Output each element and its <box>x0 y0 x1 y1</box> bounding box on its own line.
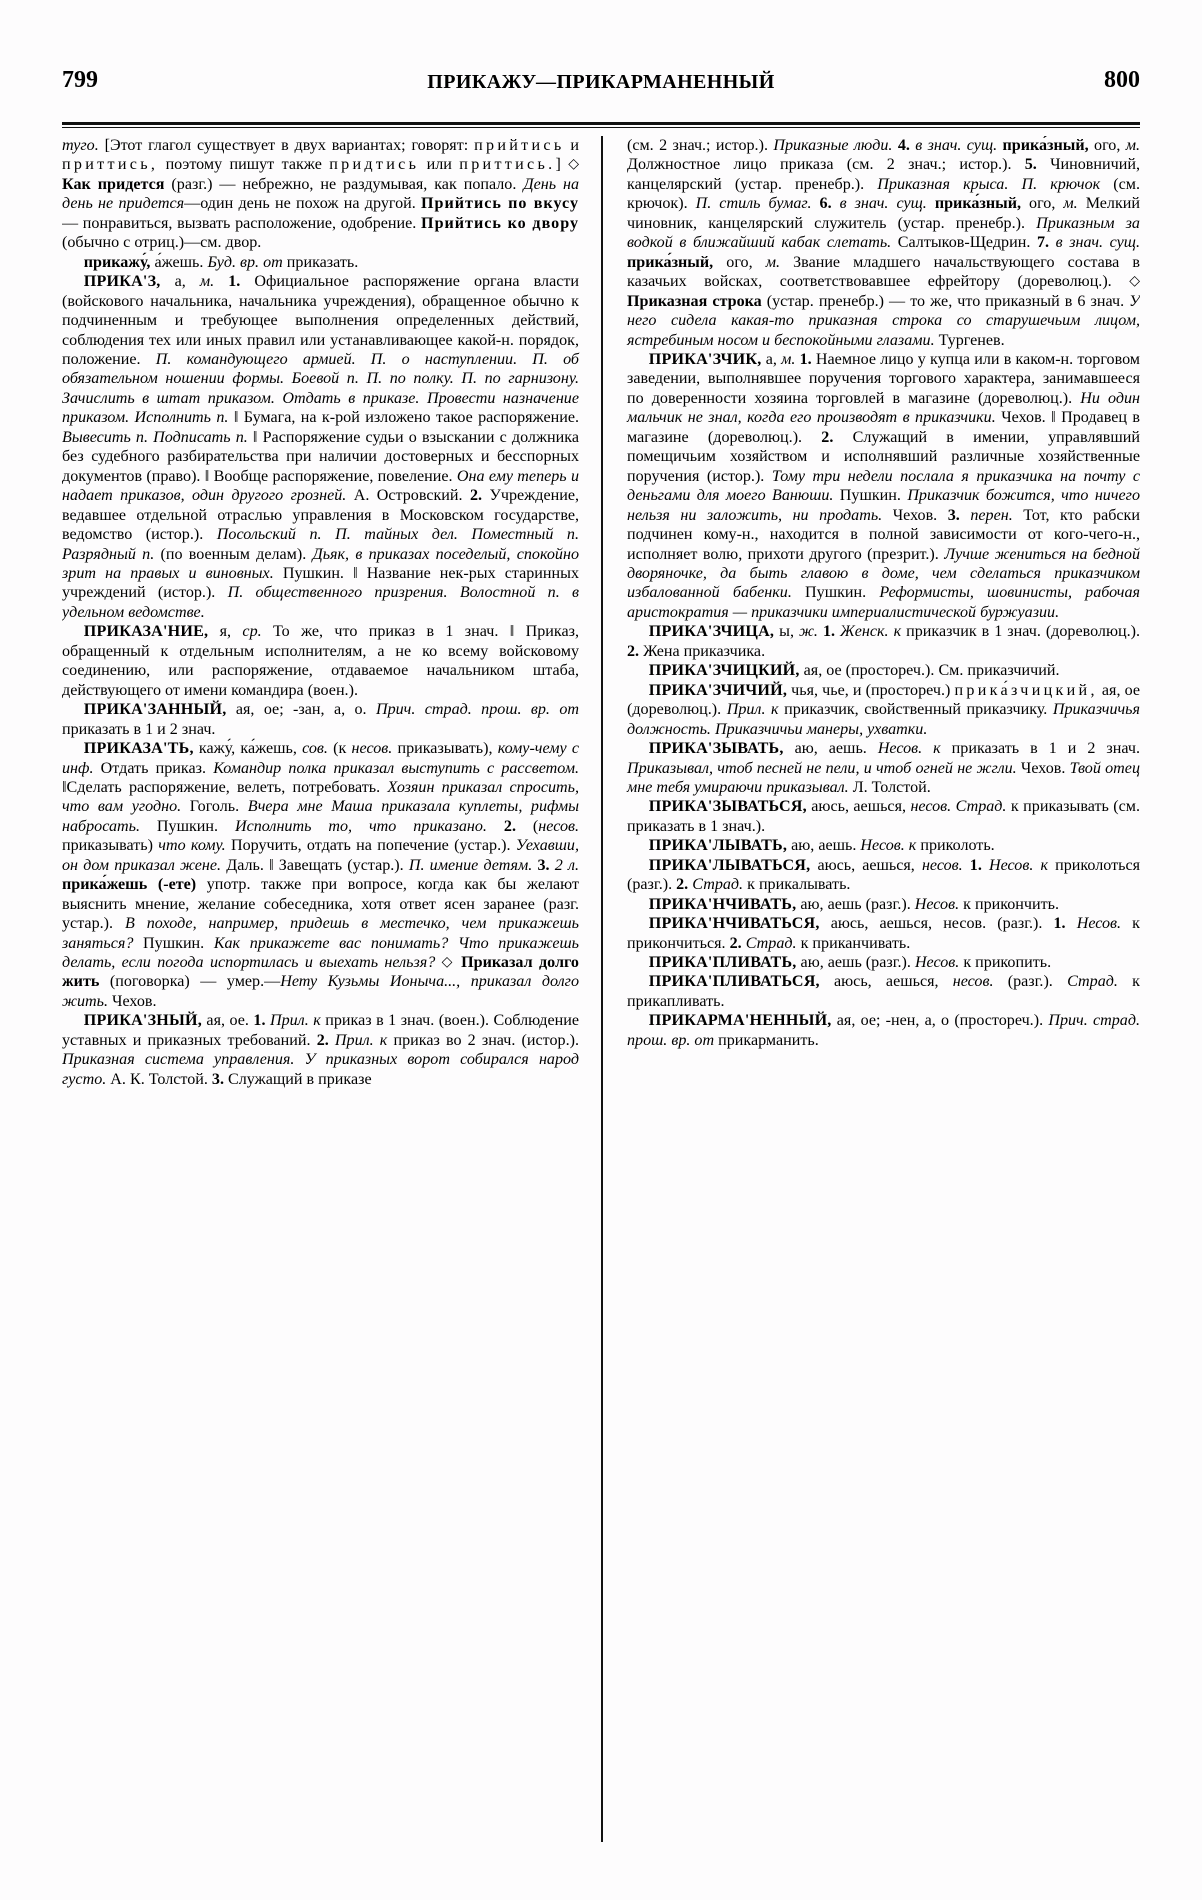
text-run: Пушкин. <box>791 584 880 602</box>
italic-run: Нету Кузьмы Ионыча..., приказал долго жить. <box>62 973 579 1010</box>
text-run: к прикалывать. <box>743 876 851 894</box>
text-run: аюсь, аешься, <box>810 856 922 874</box>
text-run: (к <box>327 740 352 758</box>
text-run: Чехов. <box>882 506 948 524</box>
italic-run: Приказная крыса. П. крючок <box>877 175 1101 193</box>
text-run: Мелкий чиновник, канцелярский служитель (устар. пренебр.). <box>627 195 1140 232</box>
italic-run: Страд. <box>1067 973 1118 991</box>
text-run: к приказывать (см. приказать в 1 знач.). <box>627 798 1140 835</box>
italic-run: Приказным за водкой в ближайший кабак слетать. <box>627 214 1140 252</box>
text-run: ы, <box>774 623 799 641</box>
headword: ПРИКА'ЗЫВАТЬ, <box>648 740 784 758</box>
headword: ПРИКА'ЗЧИЦА, <box>648 623 775 641</box>
sense-number: 2. <box>469 487 483 505</box>
text-run: Служащий в приказе <box>223 1070 372 1088</box>
italic-run: кому-чему с инф. <box>62 740 579 777</box>
italic-run: Приказчик божится, что ничего нельзя ни заложить, ни продать. <box>627 487 1140 524</box>
text-run: Официальное распоряжение органа власти (войскового начальника, начальника учреждения), обращенное обычно к подчиненным и требующее выполнения определенных действий, соблюдения тех или иных правил или устанавливающее какой-н. порядок, положение. <box>62 273 579 368</box>
text-run: Чехов. <box>1016 759 1070 777</box>
dictionary-entry <box>62 253 579 272</box>
dictionary-entry <box>627 836 1140 855</box>
text-run: Гоголь. <box>181 798 248 816</box>
letterspaced-run: приттись. <box>459 156 556 174</box>
italic-run: м. <box>781 350 796 368</box>
italic-run: м. <box>199 273 215 291</box>
text-run: приказчик, свойственный приказчику. <box>778 701 1053 719</box>
sense-number: 2. <box>627 642 640 660</box>
folio-right: 800 <box>1104 67 1140 93</box>
text-run: А. Островский. <box>346 487 470 505</box>
text-run: употр. также при вопросе, когда как бы желают выяснить мнение, желание собеседника, хотя ответ ясен заранее (разг. устар.). <box>62 876 579 933</box>
text-run: к прикапливать. <box>627 973 1140 1010</box>
text-run: Название нек-рых старинных учреждений (истор.). <box>62 564 580 602</box>
text-run: Салтыков-Щедрин. <box>891 234 1037 252</box>
sense-number: 1. <box>1053 915 1066 933</box>
italic-run: П. стиль бумаг. <box>695 195 812 213</box>
shade-mark: ‖ <box>200 467 214 485</box>
text-run: ого, <box>1088 137 1126 154</box>
text-run: приказывать) <box>62 837 159 855</box>
italic-run: Уехавши, он дом приказал жене. <box>62 837 579 874</box>
text-run: (разг.) — небрежно, не раздумывая, как попало. <box>164 175 524 193</box>
text-run: Служащий в имении, управлявший помещичьим хозяйством и исполнявший различные хозяйственные поручения (истор.). <box>627 428 1140 485</box>
italic-run: Несов. <box>914 895 960 913</box>
text-run: (по военным делам). <box>154 545 313 563</box>
text-run: Чиновничий, канцелярский (устар. пренебр.). <box>627 156 1140 193</box>
bold-letterspaced-run: Прийтись по вкусу <box>421 195 580 213</box>
bold-run: Приказал долго жить <box>62 954 579 991</box>
text-run: чья, чье, и (простореч.) <box>787 681 955 699</box>
sense-number: 6. <box>811 195 832 213</box>
text-run: Звание младшего начальствующего состава в казачьих войсках, соответствовавшее ефрейтору (дореволюц.). <box>627 253 1140 291</box>
italic-run: Прил. к <box>269 1012 321 1030</box>
italic-run: в знач. сущ. <box>915 137 998 154</box>
text-run: приказать в 1 и 2 знач. <box>62 720 216 738</box>
headword: ПРИКА'ЗЫВАТЬСЯ, <box>648 798 807 816</box>
sense-number: 1. <box>795 350 812 368</box>
text-run: Продавец в магазине (дореволюц.). <box>627 409 1140 446</box>
italic-run: Приказные люди. <box>773 137 893 154</box>
sense-number: 3. <box>211 1070 224 1088</box>
shade-mark: ‖ <box>247 428 263 446</box>
headword: ПРИКА'ЗЧИЧИЙ, <box>648 681 788 699</box>
italic-run: П. командующего армией. П. о наступлении. П. об обязательном ношении формы. Боевой п. П. по полку. П. по гарнизону. Зачислить в штат приказом. Отдать в приказе. Провести назначение приказом. Исполнить п. <box>62 350 579 427</box>
letterspaced-run: придтись <box>329 156 420 174</box>
sense-number: 2. <box>729 934 742 952</box>
shade-mark: ‖ <box>498 623 526 641</box>
headword: ПРИКА'ПЛИВАТЬ, <box>648 954 797 972</box>
dictionary-entry <box>62 622 579 700</box>
sense-number: 1. <box>253 1012 266 1030</box>
italic-run: Она ему теперь и надает приказов, один другого грозней. <box>62 467 579 505</box>
dictionary-entry <box>62 700 579 739</box>
text-run: а, <box>160 273 200 291</box>
text-run: Пушкин. <box>833 487 908 505</box>
sense-number: 2. <box>316 1031 329 1049</box>
text-run: Наемное лицо у купца или в каком-н. торговом заведении, выполнявшее поручения торгового характера, занимавшееся по доверенности хозяина торговлей в магазине (дореволюц.). <box>627 350 1140 407</box>
entry-continuation <box>62 136 579 253</box>
italic-run: Исполнить то, что приказано. <box>234 817 487 835</box>
shade-mark: ‖ <box>62 778 67 796</box>
text-run: ая, ое; -зан, а, о. <box>226 701 376 719</box>
italic-run: Посольский п. П. тайных дел. Поместный п. Разрядный п. <box>62 526 579 563</box>
text-run: Поручить, отдать на попечение (устар.). <box>225 837 516 855</box>
text-run: приказчик в 1 знач. (дореволюц.). <box>901 623 1140 641</box>
sense-number: 1. <box>214 273 241 291</box>
italic-run: Дьяк, в приказах поседелый, спокойно зрит на правых и виновных. <box>62 545 579 582</box>
text-run: (разг.). <box>993 973 1068 991</box>
sense-number: 2. <box>821 428 834 446</box>
italic-run: несов. <box>921 856 963 874</box>
dictionary-entry <box>627 350 1140 622</box>
text-run: приколоть. <box>916 837 995 855</box>
text-run <box>1066 915 1077 932</box>
dictionary-entry <box>62 272 579 622</box>
text-run: ] <box>555 156 569 174</box>
dictionary-entry <box>627 972 1140 1011</box>
text-run: Тот, кто рабски подчинен кому-н., находится в полной зависимости от кого-чего-н., исполняет волю, прихоти другого (презрит.). <box>627 506 1140 563</box>
column-right <box>601 136 1140 1842</box>
italic-run: туго. <box>62 137 99 154</box>
italic-run: Приказная система управления. У приказных ворот собирался народ густо. <box>62 1051 579 1088</box>
text-run: Пушкин. <box>133 934 214 952</box>
text-run: а, <box>761 350 782 368</box>
italic-run: Командир полка приказал выступить с рассветом. <box>213 759 579 777</box>
dictionary-entry <box>627 622 1140 661</box>
headword: ПРИКА'ЗАННЫЙ, <box>83 701 227 719</box>
italic-run: в знач. сущ. <box>839 195 927 213</box>
text-run: к прикопить. <box>959 954 1052 972</box>
text-run: Пушкин. <box>139 817 235 835</box>
text-run: Чехов. <box>995 409 1046 427</box>
lozenge-icon: ◇ <box>1129 274 1140 290</box>
italic-run: м. <box>1063 195 1078 213</box>
italic-run: Несов. к <box>877 740 941 758</box>
entry-continuation <box>627 136 1140 350</box>
italic-run: м. <box>1125 137 1140 154</box>
italic-run: Буд. вр. от <box>207 253 283 271</box>
bold-run: прика́зный, <box>926 195 1022 213</box>
lozenge-icon: ◇ <box>441 955 455 971</box>
italic-run: П. общественного призрения. Волостной п. в удельном ведомстве. <box>62 584 579 621</box>
text-run: (обычно с отриц.)—см. двор. <box>62 234 262 252</box>
italic-run: несов. <box>351 740 393 758</box>
bold-run: прика́зный, <box>627 253 714 271</box>
italic-run: Хозяин приказал спросить, что вам угодно. <box>62 778 579 816</box>
letterspaced-run: приттись, <box>62 156 159 174</box>
italic-run: ж. <box>798 623 818 641</box>
bold-run: Как придется <box>62 175 165 193</box>
headword: ПРИКА'ЛЫВАТЬСЯ, <box>648 856 811 874</box>
text-run: Л. Толстой. <box>848 778 931 796</box>
text-run: к прикончить. <box>959 895 1060 913</box>
italic-run: У него сидела какая-то приказная строка со старушечьим лицом, ястребиным носом и беспокойными глазами. <box>627 292 1140 349</box>
text-run: прикарманить. <box>714 1031 819 1049</box>
headword: ПРИКА'З, <box>83 273 161 291</box>
sense-number: 2. <box>676 876 689 894</box>
italic-run: сов. <box>302 740 328 758</box>
italic-run: м. <box>765 253 781 271</box>
text-run: я, <box>208 623 243 641</box>
italic-run: Страд. <box>745 934 797 952</box>
headword: ПРИКАЗА'НИЕ, <box>83 623 209 641</box>
italic-run: Прил. к <box>726 701 779 719</box>
text-run: аю, аешь (разг.). <box>796 954 915 972</box>
headword: ПРИКА'ЗЧИЦКИЙ, <box>648 662 800 680</box>
italic-run: Лучше жениться на бедной дворяночке, да быть главою в доме, чем сделаться приказчиком избалованной бабенки. <box>627 545 1140 602</box>
italic-run: несов. <box>952 973 994 991</box>
text-run: аю, аешь. <box>787 837 861 855</box>
bold-run: прика́зный, <box>997 137 1089 154</box>
italic-run: несов. Страд. <box>910 798 1007 816</box>
text-run: Тургенев. <box>934 331 1005 349</box>
dictionary-entry <box>62 1011 579 1089</box>
dictionary-entry <box>627 1011 1140 1050</box>
text-run: аюсь, аешься, <box>806 798 911 816</box>
text-run <box>832 195 840 212</box>
text-run: аю, аешь. <box>783 740 878 758</box>
text-run: поэтому пишут также <box>158 156 330 174</box>
text-run: Учреждение, ведавшее отдельной отраслью управления в Московском государстве, ведомство (истор.). <box>62 487 579 544</box>
sense-number: 7. <box>1036 234 1050 252</box>
italic-run: Тому три недели послала я приказчика на почту с деньгами для моего Ванюши. <box>627 467 1140 505</box>
dictionary-entry <box>627 681 1140 739</box>
text-run: приказать в 1 и 2 знач. <box>940 740 1140 758</box>
sense-number: 4. <box>892 137 910 154</box>
text-run: Жена приказчика. <box>639 642 766 660</box>
headword: ПРИКАЗА'ТЬ, <box>83 740 194 758</box>
italic-run: Твой отец мне тебя умираючи приказывал. <box>627 759 1140 796</box>
text-run: Отдать приказ. <box>93 759 214 777</box>
text-run: приказывать), <box>392 740 498 758</box>
running-title: ПРИКАЖУ—ПРИКАРМАНЕННЫЙ <box>427 71 775 93</box>
headword: ПРИКАРМА'НЕННЫЙ, <box>648 1012 832 1030</box>
text-run: ая, ое; -нен, а, о (простореч.). <box>831 1012 1049 1030</box>
italic-run: Ни один мальчик не знал, когда его производят в приказчики. <box>627 389 1140 427</box>
italic-run: П. имение детям. <box>408 856 533 874</box>
italic-run: Несов. <box>1076 915 1122 933</box>
italic-run: Несов. к <box>860 837 917 855</box>
bold-run: прикажу́, <box>83 253 151 271</box>
dictionary-entry <box>627 856 1140 895</box>
italic-run: В походе, например, придешь в местечко, чем прикажешь заняться? <box>62 915 579 952</box>
text-run: ая, ое (дореволюц.). <box>627 681 1140 719</box>
text-run: или <box>419 156 460 174</box>
headword: ПРИКА'НЧИВАТЬСЯ, <box>648 915 820 933</box>
dictionary-entry <box>627 661 1140 680</box>
text-run: (см. 2 знач.; истор.). <box>627 137 774 154</box>
text-run: ая, ое (простореч.). См. приказчичий. <box>799 662 1060 680</box>
text-run: Пушкин. <box>273 564 354 582</box>
letterspaced-run: прийтись <box>474 137 565 154</box>
letterspaced-run: прика́зчицкий, <box>954 681 1098 699</box>
italic-run: 2 л. <box>554 856 579 874</box>
text-run: Вообще распоряжение, повеление. <box>213 467 457 485</box>
dictionary-entry <box>627 797 1140 836</box>
text-run: приказ в 1 знач. (воен.). Соблюдение уставных и приказных требований. <box>62 1012 580 1049</box>
two-column-body <box>62 136 1140 1842</box>
text-run: аюсь, аешься, <box>819 973 953 991</box>
header-rule <box>62 122 1140 125</box>
text-run: [Этот глагол существует в двух вариантах; говорят: <box>98 137 475 154</box>
text-run: и <box>564 137 579 154</box>
bold-letterspaced-run: Прийтись ко двору <box>421 214 579 232</box>
text-run: ого, <box>713 253 766 271</box>
bold-run: прика́жешь (-ете) <box>62 876 197 894</box>
bold-run: Приказная строка <box>627 292 762 310</box>
dictionary-entry <box>627 953 1140 972</box>
headword: ПРИКА'ЗЧИК, <box>648 350 762 368</box>
dictionary-entry <box>627 895 1140 914</box>
text-run: (поговорка) — умер.— <box>99 973 281 991</box>
italic-run: Вывесить п. Подписать п. <box>62 428 248 446</box>
italic-run: Женск. к <box>840 623 902 641</box>
lozenge-icon: ◇ <box>568 157 580 173</box>
italic-run: Прич. страд. прош. вр. от <box>375 701 579 719</box>
sense-number: 2. <box>486 817 516 835</box>
text-run: ( <box>515 817 539 835</box>
column-left <box>62 136 601 1842</box>
shade-mark: ‖ <box>269 856 279 874</box>
running-head <box>62 58 1140 92</box>
italic-run: Несов. <box>914 954 960 972</box>
shade-mark: ‖ <box>353 564 367 582</box>
text-run: Сделать распоряжение, велеть, потребовать. <box>66 778 388 796</box>
headword: ПРИКА'ЗНЫЙ, <box>83 1012 202 1030</box>
italic-run: Страд. <box>692 876 744 894</box>
text-run: аю, аешь (разг.). <box>796 895 915 913</box>
italic-run: Как прикажете вас понимать? Что прикажешь делать, если погода испортилась и выехать нельзя? <box>62 934 579 972</box>
italic-run: ср. <box>242 623 262 641</box>
text-run: а́жешь. <box>150 253 208 271</box>
text-run: Даль. <box>221 856 270 874</box>
sense-number: 3. <box>532 856 550 874</box>
headword: ПРИКА'ЛЫВАТЬ, <box>648 837 788 855</box>
text-run: ая, ое. <box>201 1012 254 1030</box>
sense-number: 5. <box>1024 156 1037 174</box>
dictionary-entry <box>627 914 1140 953</box>
italic-run: несов. <box>538 817 579 835</box>
text-run: к прикончиться. <box>627 915 1140 952</box>
text-run: (см. крючок). <box>627 175 1140 213</box>
italic-run: перен. <box>970 506 1013 524</box>
italic-run: что кому. <box>158 837 226 855</box>
text-run: Чехов. <box>108 992 157 1010</box>
shade-mark: ‖ <box>1045 409 1062 427</box>
italic-run: Реформисты, шовинисты, рабочая аристократия — приказчики империалистической буржуазии. <box>627 584 1140 621</box>
text-run: —один день не похож на другой. <box>184 195 422 213</box>
text-run <box>960 507 971 524</box>
italic-run: Приказчичья должность. Приказчичьи манеры, ухватки. <box>627 701 1140 738</box>
italic-run: Несов. к <box>988 856 1048 874</box>
text-run: приказать. <box>282 253 359 271</box>
headword: ПРИКА'ПЛИВАТЬСЯ, <box>648 973 820 991</box>
dictionary-entry <box>62 739 579 1011</box>
shade-mark: ‖ <box>228 409 244 427</box>
text-run: Должностное лицо приказа (см. 2 знач.; истор.). <box>627 156 1025 174</box>
text-run: к приканчивать. <box>796 934 911 952</box>
text-run: Завещать (устар.). <box>278 856 409 874</box>
italic-run: Вчера мне Маша приказала куплеты, рифмы набросать. <box>62 798 579 835</box>
dictionary-entry <box>627 739 1140 797</box>
sense-number: 1. <box>817 623 836 641</box>
sense-number: 3. <box>947 506 960 524</box>
italic-run: День на день не придется <box>62 175 579 213</box>
sense-number: 1. <box>962 856 982 874</box>
text-run: приказ во 2 знач. (истор.). <box>387 1031 579 1049</box>
text-run: — понравиться, вызвать расположение, одобрение. <box>62 214 422 232</box>
folio-left: 799 <box>62 67 98 93</box>
text-run: приколоться (разг.). <box>627 856 1140 894</box>
text-run: Приказ, обращенный к отдельным исполнителям, а не ко всему войсковому соединению, или распоряжение, отдаваемое начальником штаба, действующего от имени командира (воен.). <box>62 623 579 699</box>
italic-run: Прил. к <box>334 1031 388 1049</box>
text-run: кажу́, ка́жешь, <box>193 740 303 758</box>
text-run: (устар. пренебр.) — то же, что приказный в 6 знач. <box>761 292 1130 310</box>
text-run: Распоряжение судьи о взыскании с должника без судебного разбирательства при наличии достоверных и бесспорных документов (право). <box>62 428 579 485</box>
text-run <box>982 857 989 874</box>
text-run: ого, <box>1021 195 1064 213</box>
text-run: А. К. Толстой. <box>106 1070 212 1088</box>
text-run: То же, что приказ в 1 знач. <box>261 623 499 641</box>
headword: ПРИКА'НЧИВАТЬ, <box>648 895 797 913</box>
text-run <box>1049 234 1056 251</box>
italic-run: Приказывал, чтоб песней не пели, и чтоб огней не жгли. <box>627 759 1017 777</box>
text-run: Бумага, на к-рой изложено такое распоряжение. <box>243 409 579 427</box>
text-run: аюсь, аешься, несов. (разг.). <box>819 915 1054 933</box>
italic-run: в знач. сущ. <box>1055 234 1140 252</box>
italic-run: Прич. страд. прош. вр. от <box>627 1012 1140 1049</box>
